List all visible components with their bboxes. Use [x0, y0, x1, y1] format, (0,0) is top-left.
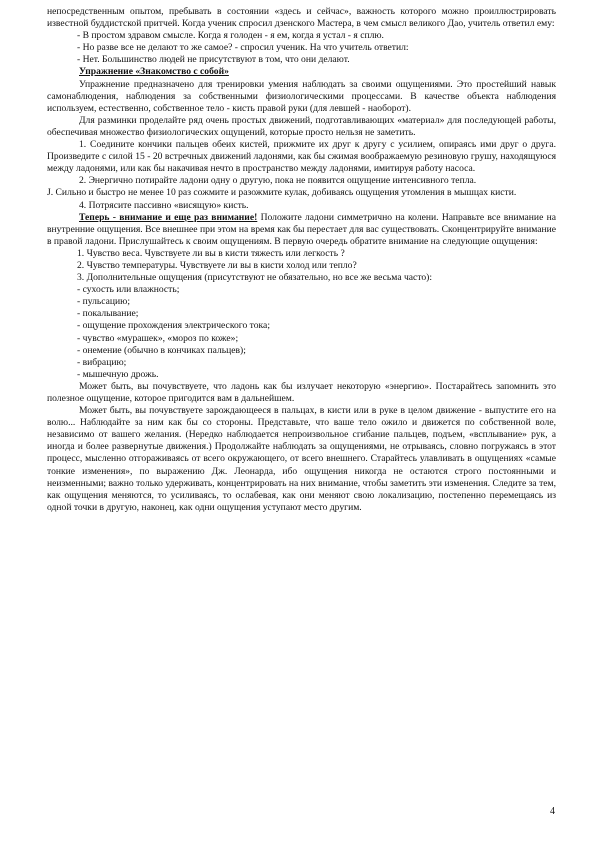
paragraph: - В простом здравом смысле. Когда я голоден - я ем, когда я устал - я сплю. [77, 30, 384, 42]
paragraph: - ощущение прохождения электрического тока; [77, 320, 270, 332]
paragraph: 3. Дополнительные ощущения (присутствуют не обязательно, но все же весьма часто): [77, 272, 433, 284]
paragraph: - онемение (обычно в кончиках пальцев); [77, 344, 246, 356]
bold-lead: Теперь - внимание и еще раз внимание! [79, 211, 258, 223]
paragraph: Упражнение предназначено для тренировки умения наблюдать за своими ощущениями. Это простейший навык самонаблюдения, наблюдения за собственными физиологическими процессами. В качестве объекта наблюдения используем, естественно, собственное тело - кисть правой руки (для левшей - наоборот). [47, 78, 556, 114]
paragraph [47, 66, 556, 78]
paragraph: 2. Чувство температуры. Чувствуете ли вы в кисти холод или тепло? [77, 259, 357, 271]
paragraph: Может быть, вы почувствуете, что ладонь как бы излучает некоторую «энергию». Постарайтесь запомнить это полезное ощущение, которое пригодится вам в дальнейшем. [47, 380, 556, 404]
paragraph: J. Сильно и быстро не менее 10 раз сожмите и разожмите кулак, добиваясь ощущения утомления в мышцах кисти. [47, 187, 517, 199]
paragraph: - чувство «мурашек», «мороз по коже»; [77, 332, 239, 344]
paragraph-rest: Положите ладони симметрично на колени. Направьте все внимание на внутренние ощущения. Все внешнее при этом на время как бы перестает для вас существовать. Сконцентрируйте внимание в правой ладони. Прислушайтесь к своим ощущениям. В первую очередь обратите внимание на следующие ощущения: [47, 211, 556, 247]
paragraph: - сухость или влажность; [77, 284, 180, 296]
paragraph: - покалывание; [77, 308, 139, 320]
paragraph: - мышечную дрожь. [77, 368, 159, 380]
paragraph: непосредственным опытом, пребывать в состоянии «здесь и сейчас», важность которого можно проиллюстрировать известной буддистской притчей. Когда ученик спросил дзенского Мастера, в чем смысл великого Дао, учитель ответил ему: [47, 6, 556, 30]
paragraph: - пульсацию; [77, 296, 130, 308]
page-number: 4 [550, 806, 555, 817]
paragraph: Для разминки проделайте ряд очень простых движений, подготавливающих «материал» для последующей работы, обеспечивая множество физиологических ощущений, которые просто нельзя не заметить. [47, 114, 556, 138]
paragraph: 1. Соедините кончики пальцев обеих кистей, прижмите их друг к другу с усилием, опираясь ими друг о друга. Произведите с силой 15 - 20 встречных движений ладонями, как бы сжимая воображаемую резиновую грушу, находящуюся между ладонями, или как бы накачивая нечто в пространство между ладонями, имитируя работу насоса. [47, 139, 556, 175]
paragraph: 4. Потрясите пассивно «висящую» кисть. [79, 199, 249, 211]
paragraph: 2. Энергично потирайте ладони одну о другую, пока не появится ощущение интенсивного тепла. [79, 175, 477, 187]
paragraph: - вибрацию; [77, 356, 127, 368]
paragraph: - Но разве все не делают то же самое? - спросил ученик. На что учитель ответил: [77, 42, 409, 54]
paragraph: - Нет. Большинство людей не присутствуют в том, что они делают. [77, 54, 350, 66]
paragraph: 1. Чувство веса. Чувствуете ли вы в кисти тяжесть или легкость ? [77, 247, 345, 259]
paragraph [47, 212, 556, 248]
document-body [47, 6, 556, 514]
exercise-heading: Упражнение «Знакомство с собой» [79, 66, 229, 78]
paragraph: Может быть, вы почувствуете зарождающееся в пальцах, в кисти или в руке в целом движение - выпустите его на волю... Наблюдайте за ним как бы со стороны. Представьте, что ваше тело ожило и движется по собственной воле, независимо от вашего желания. (Нередко наблюдается непроизвольное сгибание пальцев, подъем, «всплывание» рук, а иногда и более развернутые движения.) Продолжайте наблюдать за ощущениями, не отрываясь, словно погружаясь в этот процесс, мысленно отгораживаясь от всего окружающего, от всего внешнего. Старайтесь улавливать в ощущениях «самые тонкие изменения», по выражению Дж. Леонарда, ибо ощущения никогда не остаются строго постоянными и неизменными; важно только удерживать, концентрировать на них внимание, чтобы заметить эти изменения. Следите за тем, как ощущения меняются, то усиливаясь, то ослабевая, как они меняют свою локализацию, постепенно перемещаясь из одной точки в другую, наконец, как одни ощущения уступают место другим. [47, 405, 556, 513]
